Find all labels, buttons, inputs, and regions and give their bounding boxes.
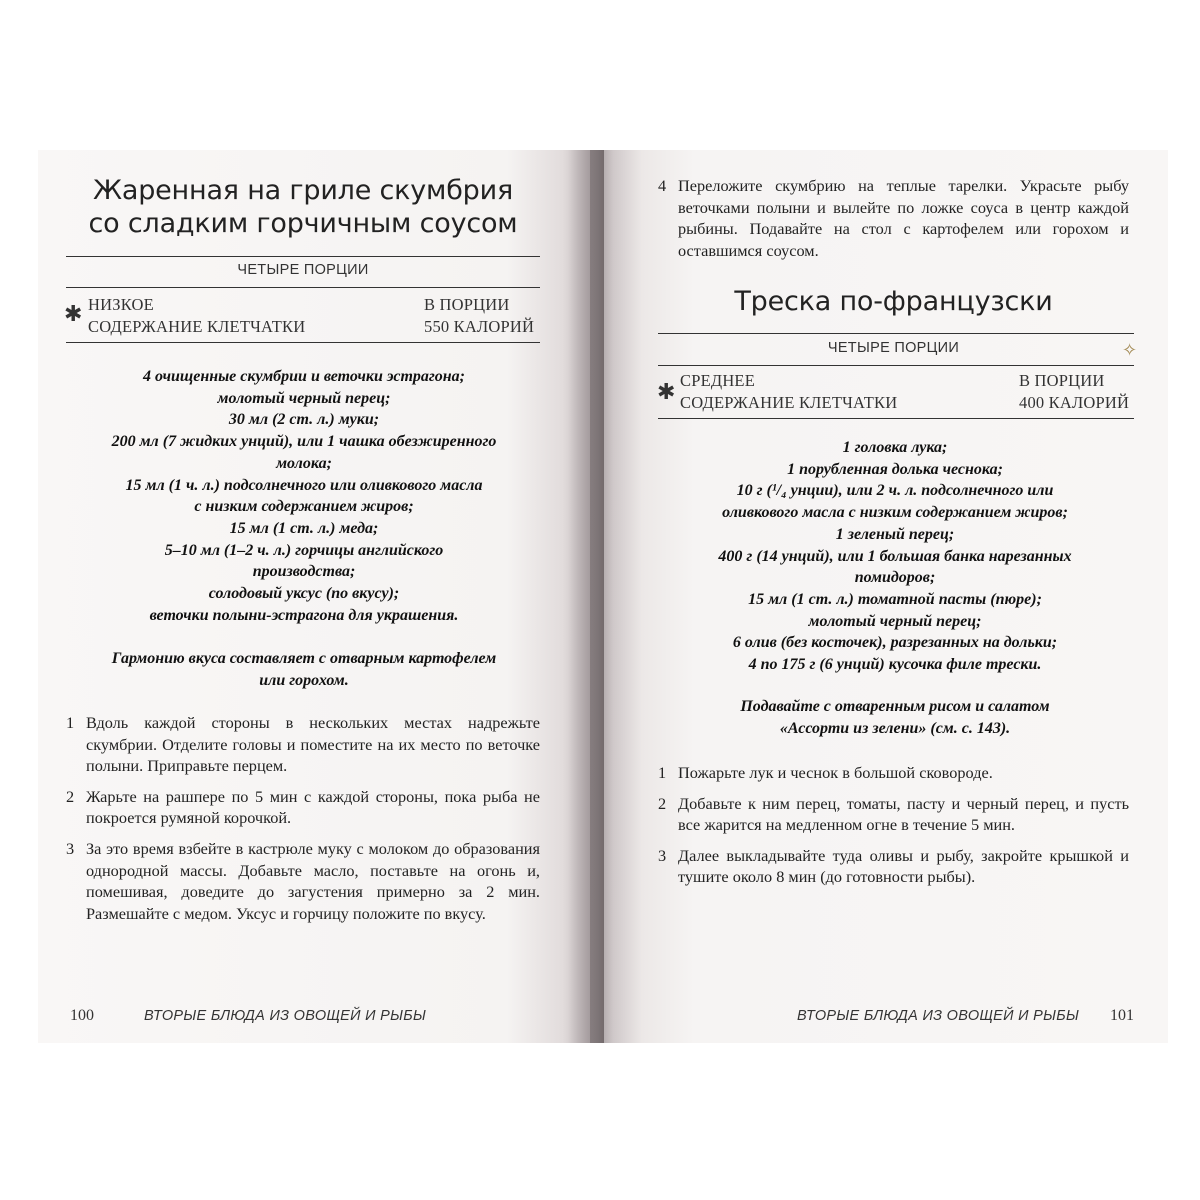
ingredient-line: солодовый уксус (по вкусу);: [208, 585, 400, 603]
right-recipe-title: Треска по-французски: [734, 286, 1053, 317]
step: [66, 712, 540, 777]
left-calories: [424, 294, 540, 338]
calories-line: 550 КАЛОРИЙ: [424, 317, 535, 336]
ingredient-line: 10 г (¹/₄ унции), или 2 ч. л. подсолнечного или: [736, 482, 1054, 500]
ingredient-line: 4 по 175 г (6 унций) кусочка филе трески.: [748, 656, 1042, 674]
left-rule: [66, 256, 540, 257]
ingredient-line: 1 головка лука;: [842, 439, 948, 456]
calories-line: 400 КАЛОРИЙ: [1019, 393, 1130, 412]
left-serving-note: [40, 648, 568, 691]
step-text: За это время взбейте в кастрюле муку с молоком до образования однородной массы. Добавьте масло, поставьте на огонь и, помешивая, доведите до загустения примерно за 2 мин. Размешайте с медом. Уксус и горчицу положите по вкусу.: [86, 838, 540, 923]
book-gutter: [568, 150, 604, 1043]
fiber-line: НИЗКОЕ: [88, 295, 154, 314]
ingredient-line: 30 мл (2 ст. л.) муки;: [228, 411, 380, 429]
left-fiber-level: [88, 294, 305, 338]
right-page-number: 101: [1110, 1007, 1134, 1024]
step: [658, 762, 1129, 784]
right-running-footer: ВТОРЫЕ БЛЮДА ИЗ ОВОЩЕЙ И РЫБЫ: [797, 1008, 1080, 1024]
left-rule: [66, 342, 540, 343]
right-continued-step: [658, 175, 1129, 270]
step: [66, 838, 540, 924]
left-title-line: Жаренная на гриле скумбрия: [92, 175, 514, 206]
step-number: 3: [66, 838, 75, 858]
step: [66, 786, 540, 829]
step-text: Вдоль каждой стороны в нескольких местах надрежьте скумбрии. Отделите головы и поместите на их место по веточке полыни. Приправьте перцем.: [86, 713, 540, 776]
step-number: 2: [66, 786, 75, 806]
ingredient-line: 15 мл (1 ч. л.) подсолнечного или оливкового масла: [125, 476, 483, 494]
ingredient-line: 1 порубленная долька чеснока;: [787, 460, 1003, 478]
right-fiber-star-icon: ✱: [657, 380, 676, 405]
step-number: 3: [658, 845, 667, 865]
right-calories: [1019, 370, 1135, 414]
step-number: 4: [658, 176, 667, 195]
ingredient-line: 200 мл (7 жидких унций), или 1 чашка обезжиренного: [111, 433, 497, 451]
fiber-line: СРЕДНЕЕ: [680, 371, 755, 390]
ingredient-line: 5–10 мл (1–2 ч. л.) горчицы английского: [164, 541, 444, 559]
ingredient-line: с низким содержанием жиров;: [194, 498, 414, 516]
right-ingredients: [630, 437, 1160, 676]
ingredient-line: 15 мл (1 ст. л.) томатной пасты (пюре);: [748, 590, 1042, 608]
serving-note-line: Гармонию вкуса составляет с отварным картофелем: [111, 650, 497, 667]
ingredient-line: молотый черный перец;: [217, 389, 391, 407]
right-fiber-level: [680, 370, 897, 414]
step-text: Добавьте к ним перец, томаты, пасту и черный перец, и пусть все жарится на медленном огне в течение 5 мин.: [678, 793, 1129, 835]
left-running-footer: ВТОРЫЕ БЛЮДА ИЗ ОВОЩЕЙ И РЫБЫ: [144, 1008, 427, 1024]
left-fiber-star-icon: ✱: [64, 302, 83, 327]
ingredient-line: помидоров;: [854, 569, 936, 587]
right-rule: [658, 418, 1134, 419]
left-ingredients: [40, 366, 568, 626]
ingredient-line: производства;: [252, 563, 356, 581]
left-page-number: 100: [70, 1007, 94, 1024]
ingredient-line: 4 очищенные скумбрии и веточки эстрагона;: [143, 368, 465, 385]
left-servings: ЧЕТЫРЕ ПОРЦИИ: [237, 262, 369, 278]
fiber-line: СОДЕРЖАНИЕ КЛЕТЧАТКИ: [680, 393, 898, 412]
serving-note-line: Подавайте с отваренным рисом и салатом: [740, 698, 1050, 715]
ingredient-line: оливкового масла с низким содержанием жиров;: [722, 504, 1068, 522]
step-text: Далее выкладывайте туда оливы и рыбу, закройте крышкой и тушите около 8 мин (до готовности рыбы).: [678, 845, 1129, 887]
left-recipe-title: [66, 174, 540, 240]
ingredient-line: 6 олив (без косточек), разрезанных на дольки;: [732, 634, 1058, 652]
step: [658, 845, 1129, 888]
right-rule: [658, 365, 1134, 366]
ingredient-line: молока;: [276, 454, 332, 472]
calories-line: В ПОРЦИИ: [424, 295, 510, 314]
ingredient-line: веточки полыни-эстрагона для украшения.: [149, 606, 459, 624]
left-rule: [66, 287, 540, 288]
ingredient-line: молотый черный перец;: [808, 612, 982, 630]
left-title-line: со сладким горчичным соусом: [88, 208, 518, 239]
ingredient-line: 15 мл (1 ст. л.) меда;: [229, 519, 379, 537]
step: [658, 175, 1129, 261]
step: [658, 793, 1129, 836]
right-steps: [658, 762, 1129, 897]
ingredient-line: 400 г (14 унций), или 1 большая банка нарезанных: [718, 547, 1072, 565]
step-text: Пожарьте лук и чеснок в большой сковороде.: [678, 763, 993, 782]
fiber-line: СОДЕРЖАНИЕ КЛЕТЧАТКИ: [88, 317, 306, 336]
step-number: 1: [658, 763, 667, 782]
step-text: Жарьте на рашпере по 5 мин с каждой стороны, пока рыба не покроется румяной корочкой.: [86, 786, 540, 828]
right-rule: [658, 333, 1134, 334]
serving-note-line: «Ассорти из зелени» (см. с. 143).: [779, 719, 1011, 737]
page-scuff-mark: ✧: [1122, 340, 1138, 360]
left-steps: [66, 712, 540, 933]
right-serving-note: [630, 696, 1160, 739]
right-servings: ЧЕТЫРЕ ПОРЦИИ: [827, 340, 960, 356]
step-text: Переложите скумбрию на теплые тарелки. Украсьте рыбу веточками полыни и вылейте по ложке соуса в центр каждой рыбины. Подавайте на стол с картофелем или горохом и оставшимся соусом.: [678, 176, 1129, 260]
ingredient-line: 1 зеленый перец;: [835, 525, 955, 543]
serving-note-line: или горохом.: [259, 671, 349, 689]
step-number: 1: [66, 713, 75, 732]
step-number: 2: [658, 793, 667, 813]
calories-line: В ПОРЦИИ: [1019, 371, 1105, 390]
